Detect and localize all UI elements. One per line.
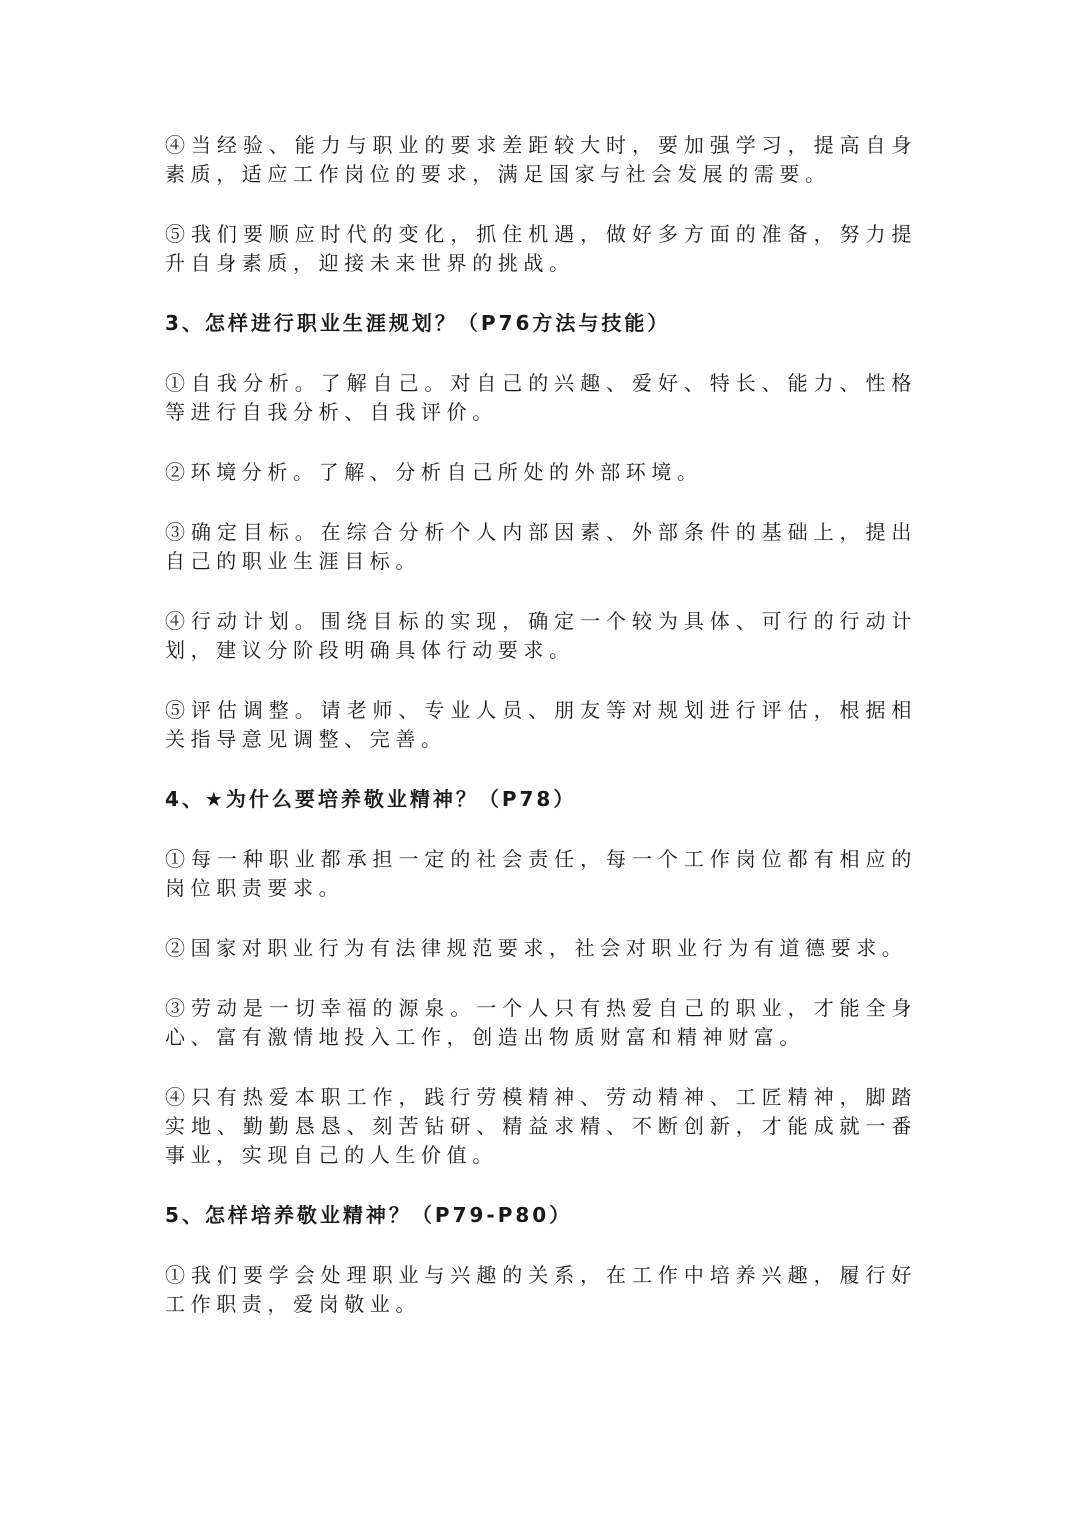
paragraph: ①我们要学会处理职业与兴趣的关系，在工作中培养兴趣，履行好工作职责，爱岗敬业。 bbox=[165, 1263, 917, 1316]
section-heading: 5、怎样培养敬业精神？（P79-P80） bbox=[165, 1203, 573, 1227]
paragraph: ⑤评估调整。请老师、专业人员、朋友等对规划进行评估，根据相关指导意见调整、完善。 bbox=[165, 698, 917, 751]
paragraph: ④行动计划。围绕目标的实现，确定一个较为具体、可行的行动计划，建议分阶段明确具体行动要求。 bbox=[165, 609, 917, 662]
paragraph: ③确定目标。在综合分析个人内部因素、外部条件的基础上，提出自己的职业生涯目标。 bbox=[165, 520, 917, 573]
paragraph: ②国家对职业行为有法律规范要求，社会对职业行为有道德要求。 bbox=[165, 936, 908, 960]
paragraph: ①自我分析。了解自己。对自己的兴趣、爱好、特长、能力、性格等进行自我分析、自我评价。 bbox=[165, 371, 917, 424]
section-heading: 4、★为什么要培养敬业精神？（P78） bbox=[165, 787, 577, 811]
paragraph: ⑤我们要顺应时代的变化，抓住机遇，做好多方面的准备，努力提升自身素质，迎接未来世界的挑战。 bbox=[165, 222, 917, 275]
paragraph: ①每一种职业都承担一定的社会责任，每一个工作岗位都有相应的岗位职责要求。 bbox=[165, 847, 917, 900]
section-heading: 3、怎样进行职业生涯规划？（P76方法与技能） bbox=[165, 311, 671, 335]
paragraph: ③劳动是一切幸福的源泉。一个人只有热爱自己的职业，才能全身心、富有激情地投入工作，创造出物质财富和精神财富。 bbox=[165, 996, 917, 1049]
paragraph: ④当经验、能力与职业的要求差距较大时，要加强学习，提高自身素质，适应工作岗位的要求，满足国家与社会发展的需要。 bbox=[165, 133, 917, 186]
paragraph: ④只有热爱本职工作，践行劳模精神、劳动精神、工匠精神，脚踏实地、勤勤恳恳、刻苦钻研、精益求精、不断创新，才能成就一番事业，实现自己的人生价值。 bbox=[165, 1085, 917, 1167]
document-body bbox=[165, 131, 917, 1350]
paragraph: ②环境分析。了解、分析自己所处的外部环境。 bbox=[165, 460, 703, 484]
